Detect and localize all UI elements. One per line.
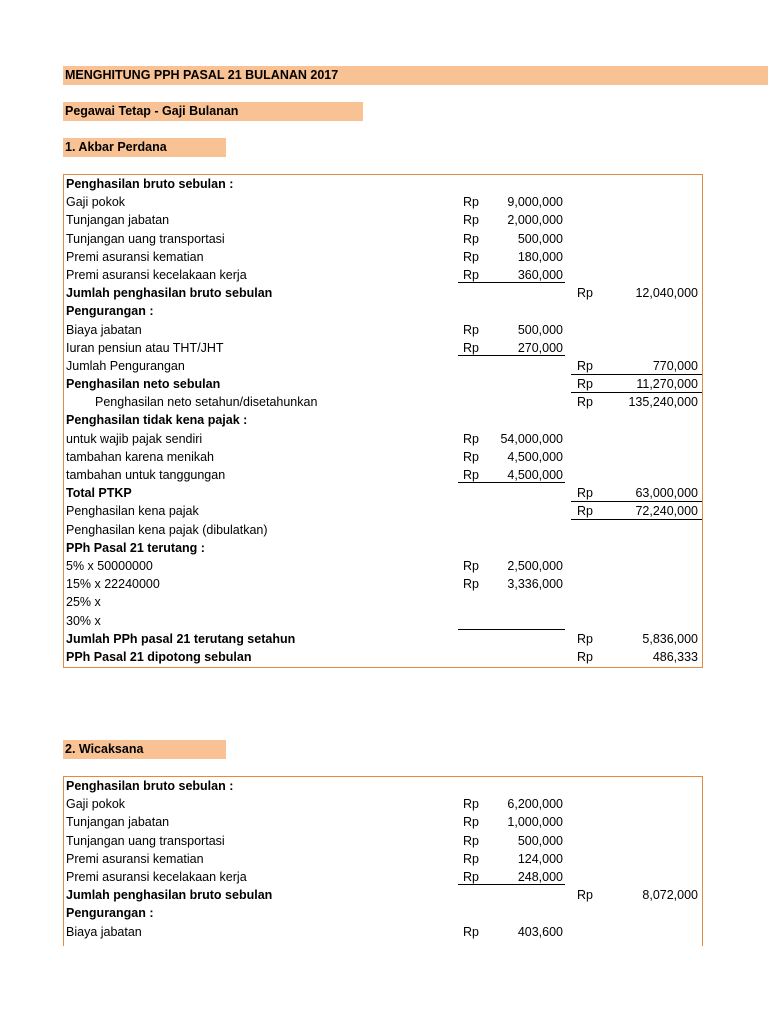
amount-value: 248,000 bbox=[458, 868, 565, 885]
table-row bbox=[64, 521, 702, 539]
table-row bbox=[64, 484, 702, 502]
row-label: 5% x 50000000 bbox=[66, 558, 153, 573]
total-value: 486,333 bbox=[652, 649, 698, 664]
table-row bbox=[64, 868, 702, 886]
currency-label: Rp bbox=[463, 815, 479, 830]
amount-value: 6,200,000 bbox=[507, 797, 563, 812]
total-underline bbox=[571, 375, 702, 393]
amount-value: 500,000 bbox=[517, 833, 563, 848]
currency-label: Rp bbox=[577, 504, 593, 519]
table-row bbox=[64, 886, 702, 904]
currency-label: Rp bbox=[463, 449, 479, 464]
table-row bbox=[64, 448, 702, 466]
total-underline bbox=[571, 357, 702, 375]
currency-label: Rp bbox=[463, 195, 479, 210]
total-value: 5,836,000 bbox=[642, 631, 698, 646]
table-row bbox=[64, 302, 702, 320]
amount-value: 360,000 bbox=[458, 266, 565, 283]
table-row bbox=[64, 850, 702, 868]
currency-label: Rp bbox=[463, 851, 479, 866]
amount-value: 500,000 bbox=[517, 322, 563, 337]
total-value: 11,270,000 bbox=[636, 377, 698, 392]
row-label: PPh Pasal 21 dipotong sebulan bbox=[66, 649, 252, 664]
row-label: Premi asuransi kecelakaan kerja bbox=[66, 267, 247, 282]
row-label: untuk wajib pajak sendiri bbox=[66, 431, 203, 446]
amount-value: 54,000,000 bbox=[500, 431, 563, 446]
table-row bbox=[64, 795, 702, 813]
section1-heading: 1. Akbar Perdana bbox=[63, 138, 226, 157]
row-label: Tunjangan uang transportasi bbox=[66, 833, 225, 848]
table-row bbox=[64, 777, 702, 795]
table-row bbox=[64, 393, 702, 411]
table-row bbox=[64, 411, 702, 429]
total-underline bbox=[571, 502, 702, 520]
currency-label: Rp bbox=[463, 577, 479, 592]
currency-label: Rp bbox=[463, 340, 479, 355]
currency-label: Rp bbox=[463, 833, 479, 848]
table-row bbox=[64, 211, 702, 229]
table-row bbox=[64, 321, 702, 339]
section2-table bbox=[63, 776, 703, 946]
total-underline bbox=[571, 484, 702, 502]
table-row bbox=[64, 923, 702, 941]
amount-value: 2,000,000 bbox=[507, 213, 563, 228]
currency-label: Rp bbox=[463, 869, 479, 884]
row-label: Total PTKP bbox=[66, 486, 132, 501]
row-label: Jumlah penghasilan bruto sebulan bbox=[66, 286, 273, 301]
amount-value: 1,000,000 bbox=[507, 815, 563, 830]
table-row bbox=[64, 284, 702, 302]
currency-label: Rp bbox=[577, 377, 593, 392]
row-label: Jumlah penghasilan bruto sebulan bbox=[66, 888, 273, 903]
table-row bbox=[64, 230, 702, 248]
amount-value: 180,000 bbox=[517, 249, 563, 264]
currency-label: Rp bbox=[463, 558, 479, 573]
currency-label: Rp bbox=[577, 649, 593, 664]
currency-label: Rp bbox=[463, 213, 479, 228]
subtitle: Pegawai Tetap - Gaji Bulanan bbox=[63, 102, 363, 121]
total-value: 135,240,000 bbox=[628, 395, 698, 410]
row-label: Pengurangan : bbox=[66, 304, 154, 319]
row-label: 15% x 22240000 bbox=[66, 577, 160, 592]
table-row bbox=[64, 502, 702, 520]
row-label: Biaya jabatan bbox=[66, 322, 142, 337]
row-label: 30% x bbox=[66, 613, 101, 628]
table-row bbox=[64, 248, 702, 266]
currency-label: Rp bbox=[463, 231, 479, 246]
row-label: PPh Pasal 21 terutang : bbox=[66, 540, 205, 555]
row-label: Biaya jabatan bbox=[66, 924, 142, 939]
row-label: Penghasilan neto setahun/disetahunkan bbox=[95, 395, 318, 410]
amount-value: 403,600 bbox=[517, 924, 563, 939]
row-label: Tunjangan jabatan bbox=[66, 815, 170, 830]
total-value: 8,072,000 bbox=[642, 888, 698, 903]
table-row bbox=[64, 539, 702, 557]
currency-label: Rp bbox=[463, 924, 479, 939]
row-label: Tunjangan uang transportasi bbox=[66, 231, 225, 246]
table-row bbox=[64, 193, 702, 211]
table-row bbox=[64, 575, 702, 593]
section2-heading: 2. Wicaksana bbox=[63, 740, 226, 759]
table-row bbox=[64, 832, 702, 850]
currency-label: Rp bbox=[463, 431, 479, 446]
row-label: Gaji pokok bbox=[66, 195, 126, 210]
currency-label: Rp bbox=[577, 358, 593, 373]
row-label: Premi asuransi kematian bbox=[66, 851, 204, 866]
table-row bbox=[64, 630, 702, 648]
total-value: 72,240,000 bbox=[635, 504, 698, 519]
row-label: Penghasilan bruto sebulan : bbox=[66, 177, 234, 191]
amount-value: 500,000 bbox=[517, 231, 563, 246]
row-label: Gaji pokok bbox=[66, 797, 126, 812]
row-label: Penghasilan tidak kena pajak : bbox=[66, 413, 248, 428]
sum-underline bbox=[458, 612, 565, 630]
table-row bbox=[64, 266, 702, 284]
currency-label: Rp bbox=[463, 322, 479, 337]
row-label: Premi asuransi kematian bbox=[66, 249, 204, 264]
row-label: Jumlah Pengurangan bbox=[66, 358, 185, 373]
currency-label: Rp bbox=[577, 888, 593, 903]
currency-label: Rp bbox=[577, 486, 593, 501]
section1-table bbox=[63, 174, 703, 668]
currency-label: Rp bbox=[577, 631, 593, 646]
table-row bbox=[64, 813, 702, 831]
row-label: Penghasilan kena pajak (dibulatkan) bbox=[66, 522, 268, 537]
table-row bbox=[64, 430, 702, 448]
amount-value: 2,500,000 bbox=[507, 558, 563, 573]
currency-label: Rp bbox=[463, 267, 479, 282]
amount-value: 3,336,000 bbox=[507, 577, 563, 592]
table-row bbox=[64, 339, 702, 357]
table-row bbox=[64, 904, 702, 922]
table-row bbox=[64, 593, 702, 611]
amount-value: 4,500,000 bbox=[458, 466, 565, 483]
total-value: 770,000 bbox=[652, 358, 698, 373]
table-row bbox=[64, 612, 702, 630]
row-label: Penghasilan kena pajak bbox=[66, 504, 199, 519]
row-label: Pengurangan : bbox=[66, 906, 154, 921]
row-label: tambahan untuk tanggungan bbox=[66, 468, 226, 482]
table-row bbox=[64, 466, 702, 484]
row-label: Penghasilan bruto sebulan : bbox=[66, 779, 234, 793]
amount-value: 270,000 bbox=[458, 339, 565, 356]
row-label: Iuran pensiun atau THT/JHT bbox=[66, 340, 224, 355]
currency-label: Rp bbox=[463, 797, 479, 812]
currency-label: Rp bbox=[463, 249, 479, 264]
amount-value: 9,000,000 bbox=[507, 195, 563, 210]
row-label: Jumlah PPh pasal 21 terutang setahun bbox=[66, 631, 296, 646]
amount-value: 4,500,000 bbox=[507, 449, 563, 464]
row-label: 25% x bbox=[66, 595, 101, 610]
table-row bbox=[64, 175, 702, 193]
total-value: 12,040,000 bbox=[635, 286, 698, 301]
row-label: Premi asuransi kecelakaan kerja bbox=[66, 869, 247, 884]
row-label: Penghasilan neto sebulan bbox=[66, 377, 221, 392]
currency-label: Rp bbox=[577, 395, 593, 410]
row-label: Tunjangan jabatan bbox=[66, 213, 170, 228]
table-row bbox=[64, 357, 702, 375]
page-title: MENGHITUNG PPH PASAL 21 BULANAN 2017 bbox=[63, 66, 768, 85]
table-row bbox=[64, 648, 702, 666]
currency-label: Rp bbox=[463, 468, 479, 482]
currency-label: Rp bbox=[577, 286, 593, 301]
row-label: tambahan karena menikah bbox=[66, 449, 215, 464]
amount-value: 124,000 bbox=[517, 851, 563, 866]
total-value: 63,000,000 bbox=[635, 486, 698, 501]
table-row bbox=[64, 375, 702, 393]
table-row bbox=[64, 557, 702, 575]
